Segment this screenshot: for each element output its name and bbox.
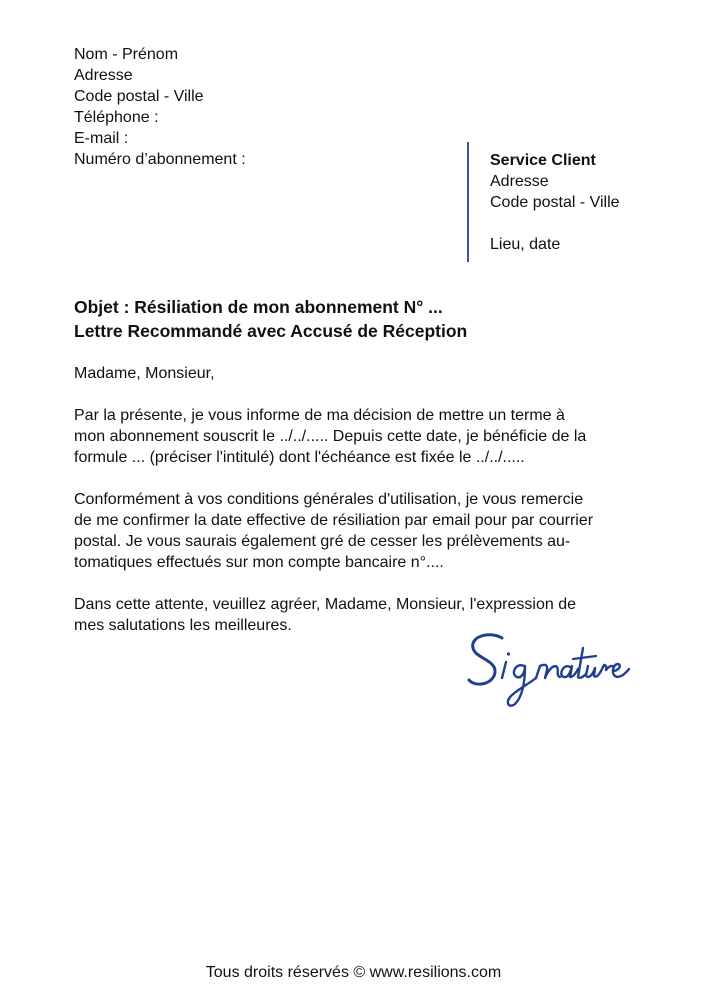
sender-city: Code postal - Ville: [74, 88, 204, 105]
signature-image: [462, 626, 637, 711]
subject-line: Objet : Résiliation de mon abonnement N° ...: [74, 297, 443, 317]
paragraph-conditions: Conformément à vos conditions générales d'utilisation, je vous remercie de me confirmer la date effective de résiliation par email pour par courrier postal. Je vous saurais également gré de cesser les prélèvements au- tomatiques effectués sur mon compte bancaire n°....: [74, 491, 594, 571]
sender-subscription-number: Numéro d’abonnement :: [74, 151, 246, 168]
greeting: Madame, Monsieur,: [74, 365, 215, 382]
recipient-name: Service Client: [490, 152, 596, 169]
registered-mail-line: Lettre Recommandé avec Accusé de Réception: [74, 321, 468, 341]
paragraph-decision: Par la présente, je vous informe de ma décision de mettre un terme à mon abonnement souscrit le ../../..... Depuis cette date, je bénéficie de la formule ... (préciser l'intitulé) dont l'échéance est fixée le ../../.....: [74, 407, 587, 466]
sender-name: Nom - Prénom: [74, 46, 179, 63]
recipient-address: Adresse: [490, 173, 549, 190]
place-date: Lieu, date: [490, 236, 561, 253]
footer-copyright: Tous droits réservés © www.resilions.com: [205, 964, 502, 981]
closing-formula: Dans cette attente, veuillez agréer, Madame, Monsieur, l'expression de mes salutations les meilleures.: [74, 596, 576, 634]
recipient-city: Code postal - Ville: [490, 194, 620, 211]
letter-body: [74, 363, 644, 657]
subject-block: [74, 295, 467, 343]
sender-address: Adresse: [74, 67, 133, 84]
sender-phone: Téléphone :: [74, 109, 159, 126]
recipient-divider: [467, 142, 469, 262]
sender-block: [74, 44, 246, 170]
sender-email: E-mail :: [74, 130, 129, 147]
recipient-block: [490, 150, 620, 255]
